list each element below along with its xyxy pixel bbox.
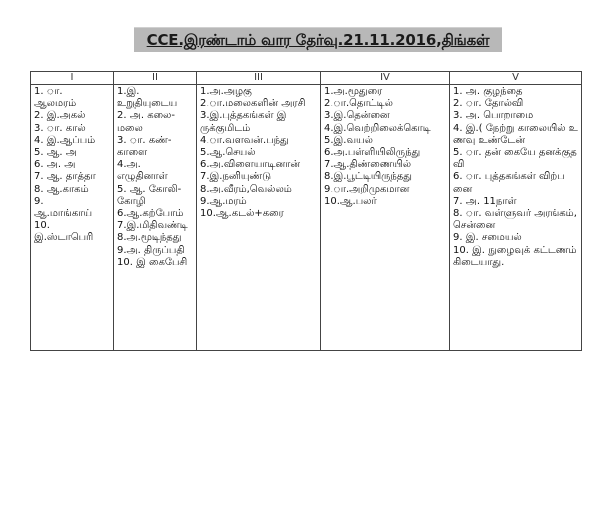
answer-item: 7.இ.மிதிவண்டி	[117, 220, 188, 232]
answer-item: 2.ா.மலைகளின் அரசி	[200, 98, 306, 110]
answer-item: 9.அ. திருப்பதி	[117, 244, 185, 256]
answer-item: உறுதியுடைய	[117, 98, 178, 110]
answer-item: 2. இ.அகல்	[34, 110, 86, 122]
answer-item: 10. இ. நுழைவுக் கட்டணம் கிடையாது.	[453, 244, 577, 268]
answer-item: 3.இ.தென்னை	[324, 110, 390, 122]
answer-item: 1.இ.	[117, 86, 140, 97]
answer-table	[30, 71, 582, 351]
answer-item: இ.ஸ்டாபெரி	[34, 232, 94, 244]
answer-item: 6.அ.பள்ளியிலிருந்து	[324, 147, 421, 159]
answer-cell-1	[31, 85, 114, 351]
answer-item: 4. இ.( நேற்று காலையில் உணவு உண்டேன்	[453, 122, 578, 146]
answer-item: 8. ஆ.காகம்	[34, 183, 89, 195]
header-row	[31, 72, 582, 85]
column-header-1: I	[31, 72, 114, 85]
answer-item: 3. அ. பொறாமை	[453, 110, 534, 122]
answer-item: 8. ா. வள்ளுவர் அரங்கம், சென்னை	[453, 208, 577, 232]
answer-item: 8.அ.மூடிந்தது	[117, 232, 182, 244]
answer-item: 10.ஆ.பலர்	[324, 195, 377, 207]
answer-item: 1. ா.	[34, 86, 63, 97]
answer-item: 8.அ.வீரம்,வெல்லம்	[200, 183, 292, 195]
answer-item: 7. ஆ. தாத்தா	[34, 171, 96, 183]
answer-item: 2. அ. கலை-	[117, 110, 175, 122]
column-header-5: V	[450, 72, 582, 85]
answer-item: 2. ா. தோல்வி	[453, 98, 524, 110]
answer-item: 5. ஆ. அ	[34, 147, 77, 159]
answer-item: 1.அ.மூதுரை	[324, 86, 383, 97]
page-title: CCE.இரண்டாம் வார தேர்வு.21.11.2016,திங்கள்	[134, 27, 502, 52]
answer-item: 7.ஆ.திண்ணையில்	[324, 159, 412, 171]
answer-item: 6.அ.விளையாடினான்	[200, 159, 301, 171]
answer-item: கோழி	[117, 195, 146, 207]
answer-item: 4. இ.ஆப்பம்	[34, 134, 96, 146]
answer-item: 1.அ.அழகு	[200, 86, 252, 97]
answer-item: 9.	[34, 195, 44, 207]
answer-item: காளை	[117, 147, 148, 159]
answer-item: 3. ா. கால்	[34, 122, 86, 134]
answer-item: 6. ா. புத்தகங்கள் விற்பனை	[453, 171, 565, 195]
answer-item: 10. இ கைபேசி	[117, 256, 188, 268]
answer-cell-4	[321, 85, 450, 351]
answer-item: 2.ா.தொட்டில்	[324, 98, 393, 110]
answer-item: 10.	[34, 220, 50, 232]
column-header-4: IV	[321, 72, 450, 85]
answer-item: 3.இ.புத்தகங்கள் இருக்குமிடம்	[200, 110, 287, 134]
answer-cell-3	[197, 85, 321, 351]
answer-item: 1. அ. குழந்தை	[453, 86, 523, 97]
answer-item: 9. இ. சமையல்	[453, 232, 522, 244]
answer-item: ஆ.மாங்காய்	[34, 208, 93, 220]
answer-item: 7.இ.நனியுண்டு	[200, 171, 272, 183]
answer-cell-2	[114, 85, 197, 351]
answer-item: 4.இ.வெற்றிலைக்கொடி	[324, 122, 431, 134]
column-header-3: III	[197, 72, 321, 85]
answer-item: 10.ஆ.கடல்+கரை	[200, 208, 284, 220]
answer-item: 5. ஆ. கோலி-	[117, 183, 182, 195]
answer-item: 5. ா. தன் கையே தனக்குதவி	[453, 147, 577, 171]
answer-item: 9.ஆ.மரம்	[200, 195, 247, 207]
answer-item: 6.ஆ.கற்போம்	[117, 208, 184, 220]
answer-item: 9.ா.அறிமுகமான	[324, 183, 410, 195]
answer-item: 4.அ.	[117, 159, 141, 171]
answer-item: 8.இ.பூட்டியிருந்தது	[324, 171, 412, 183]
answer-item: எழுதினாள்	[117, 171, 168, 183]
answer-item: 7. அ. 11நாள்	[453, 195, 517, 207]
answer-item: 3. ா. கண்-	[117, 134, 172, 146]
answer-item: ஆலமரம்	[34, 98, 77, 110]
column-header-2: II	[114, 72, 197, 85]
answer-cell-5	[450, 85, 582, 351]
answer-item: மலை	[117, 122, 143, 134]
answer-item: 5.ஆ.செயல்	[200, 147, 256, 159]
answers-row	[31, 85, 582, 351]
answer-item: 5.இ.வயல்	[324, 134, 373, 146]
answer-item: 4.ா.வளவன்.பந்து	[200, 134, 289, 146]
answer-item: 6. அ. அ	[34, 159, 76, 171]
